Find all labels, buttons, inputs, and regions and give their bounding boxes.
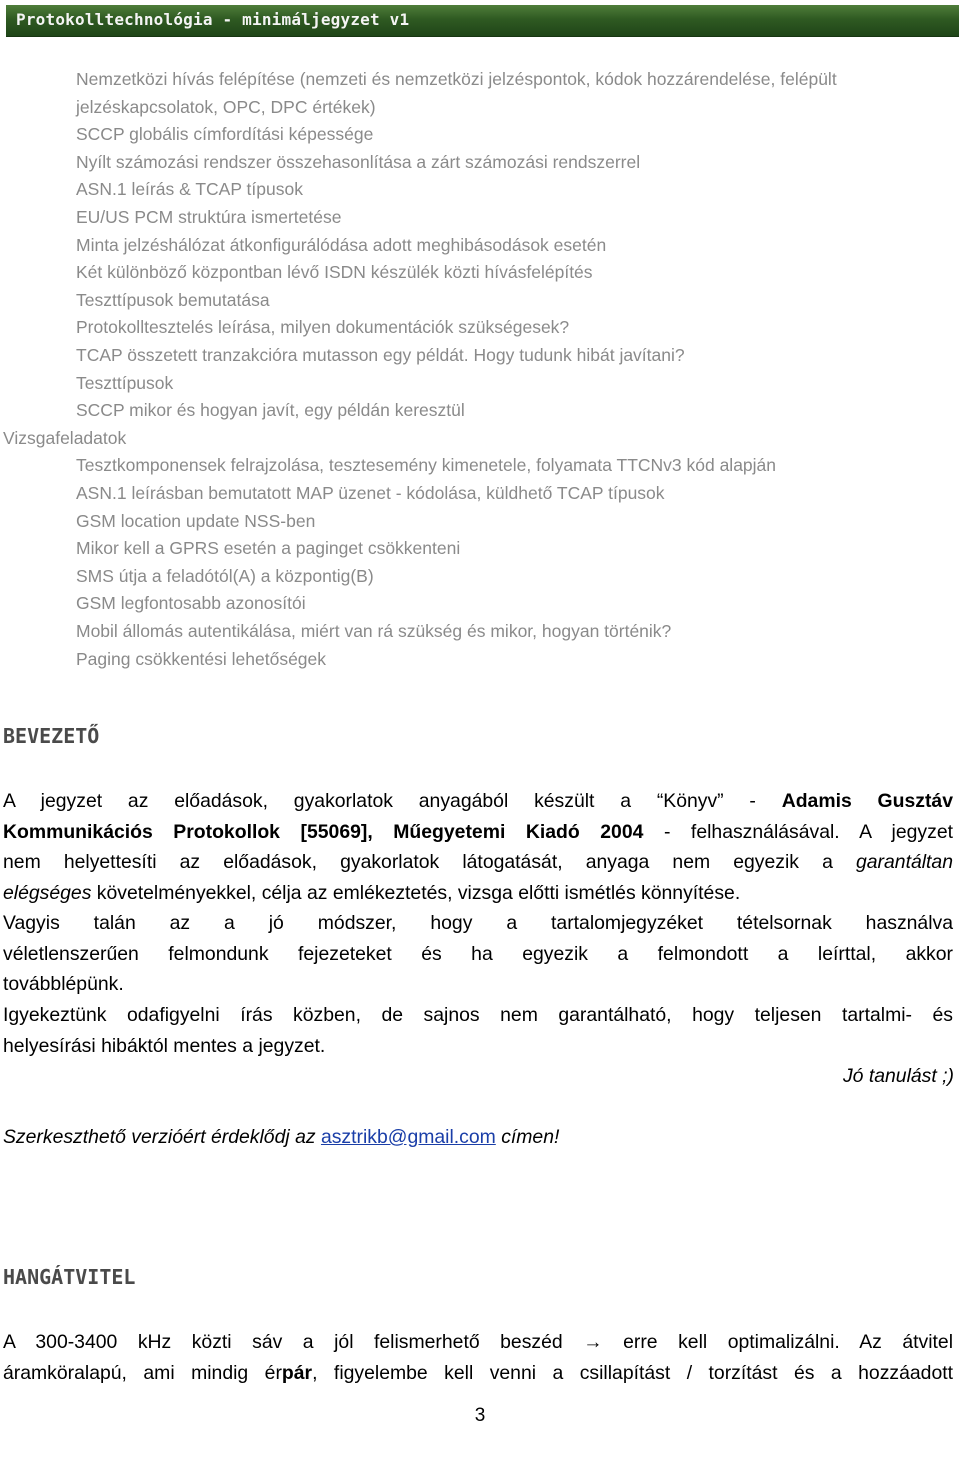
text-run: , figyelembe kell venni a csillapítást / torzítást és a hozzáadott xyxy=(312,1361,953,1384)
toc-entry: Nemzetközi hívás felépítése (nemzeti és nemzetközi jelzéspontok, kódok hozzárendelése, felépült xyxy=(76,69,837,89)
toc-entry: Két különböző központban lévő ISDN készülék közti hívásfelépítés xyxy=(76,262,593,283)
section-heading-hangatvitel: HANGÁTVITEL xyxy=(3,1265,136,1289)
intro-paragraph-1 xyxy=(3,786,953,908)
toc-entry: Nyílt számozási rendszer összehasonlítása a zárt számozási rendszerrel xyxy=(76,151,641,172)
paragraph-line: véletlenszerűen felmondunk fejezeteket és ha egyezik a felmondott a leírttal, akkor xyxy=(3,942,953,965)
signoff-text: Jó tanulást ;) xyxy=(842,1065,954,1087)
italic-run: garantáltan xyxy=(855,851,953,873)
paragraph-line xyxy=(3,1358,953,1389)
toc-entry: GSM legfontosabb azonosítói xyxy=(76,593,306,614)
toc-entry: ASN.1 leírás & TCAP típusok xyxy=(76,179,303,200)
paragraph-line: Igyekeztünk odafigyelni írás közben, de sajnos nem garantálható, hogy teljesen tartalmi- és xyxy=(3,1004,953,1026)
text-run: A jegyzet az előadások, gyakorlatok anyagából készült a “Könyv” - xyxy=(3,790,782,812)
right-arrow-icon: → xyxy=(583,1331,603,1353)
text-run: nem helyettesíti az előadások, gyakorlatok látogatását, anyaga nem egyezik a xyxy=(3,851,856,873)
toc-entry: SCCP globális címfordítási képessége xyxy=(76,124,374,145)
toc-entry: Mobil állomás autentikálása, miért van rá szükség és mikor, hogyan történik? xyxy=(76,621,672,641)
paragraph-line xyxy=(3,878,953,909)
text-run: követelményekkel, célja az emlékeztetés, vizsga előtti ismétlés könnyítése. xyxy=(91,881,741,904)
toc-entry: ASN.1 leírásban bemutatott MAP üzenet - kódolása, küldhető TCAP típusok xyxy=(76,483,665,503)
paragraph-line xyxy=(3,1327,953,1358)
document-header-title: Protokolltechnológia - minimáljegyzet v1 xyxy=(16,10,410,29)
text-run: erre kell optimalizálni. Az átvitel xyxy=(602,1331,954,1353)
text-run: címen! xyxy=(495,1126,560,1148)
intro-paragraph-2 xyxy=(3,908,953,1000)
text-run: A 300-3400 kHz közti sáv a jól felismerhető beszéd xyxy=(3,1331,584,1353)
toc-entry: Paging csökkentési lehetőségek xyxy=(76,648,327,669)
text-run: Szerkeszthető verzióért érdeklődj az xyxy=(3,1126,321,1148)
toc-entry: SMS útja a feladótól(A) a központig(B) xyxy=(76,565,374,586)
book-title: Kommunikációs Protokollok [55069], Műegyetemi Kiadó 2004 xyxy=(3,820,644,843)
toc-entry: Tesztkomponensek felrajzolása, tesztesemény kimenetele, folyamata TTCNv3 kód alapján xyxy=(76,455,777,476)
toc-entry: Mikor kell a GPRS esetén a paginget csökkenteni xyxy=(76,538,461,559)
bold-run: pár xyxy=(281,1361,313,1384)
toc-entry: GSM location update NSS-ben xyxy=(76,510,316,531)
toc-entry: Minta jelzéshálózat átkonfigurálódása adott meghibásodások esetén xyxy=(76,234,607,255)
intro-paragraph-3 xyxy=(3,1000,953,1061)
toc-entry: Teszttípusok xyxy=(76,372,174,393)
paragraph-line: Vagyis talán az a jó módszer, hogy a tartalomjegyzéket tételsornak használva xyxy=(3,912,953,934)
page-number: 3 xyxy=(474,1405,486,1426)
toc-entry: TCAP összetett tranzakcióra mutasson egy példát. Hogy tudunk hibát javítani? xyxy=(76,345,685,365)
paragraph-line xyxy=(3,786,953,817)
section-heading-bevezeto: BEVEZETŐ xyxy=(3,724,100,748)
paragraph-line xyxy=(3,847,953,878)
toc-entry: SCCP mikor és hogyan javít, egy példán keresztül xyxy=(76,400,465,421)
toc-entry: Protokolltesztelés leírása, milyen dokumentációk szükségesek? xyxy=(76,317,570,338)
contact-line xyxy=(3,1126,559,1149)
paragraph-line xyxy=(3,817,953,848)
toc-entry: Teszttípusok bemutatása xyxy=(76,289,270,310)
toc-section-title: Vizsgafeladatok xyxy=(3,427,127,448)
contact-email-link[interactable]: asztrikb@gmail.com xyxy=(320,1126,496,1148)
text-run: áramköralapú, ami mindig ér xyxy=(3,1361,282,1384)
toc-entry: jelzéskapcsolatok, OPC, DPC értékek) xyxy=(76,96,376,117)
text-run: - felhasználásával. A jegyzet xyxy=(643,820,953,843)
document-header-bar xyxy=(6,5,959,37)
hangatvitel-paragraph xyxy=(3,1327,953,1388)
italic-run: elégséges xyxy=(3,881,92,904)
toc-entry: EU/US PCM struktúra ismertetése xyxy=(76,207,342,227)
paragraph-line: továbblépünk. xyxy=(3,973,124,995)
paragraph-line: helyesírási hibáktól mentes a jegyzet. xyxy=(3,1034,326,1057)
book-author: Adamis Gusztáv xyxy=(781,790,953,812)
